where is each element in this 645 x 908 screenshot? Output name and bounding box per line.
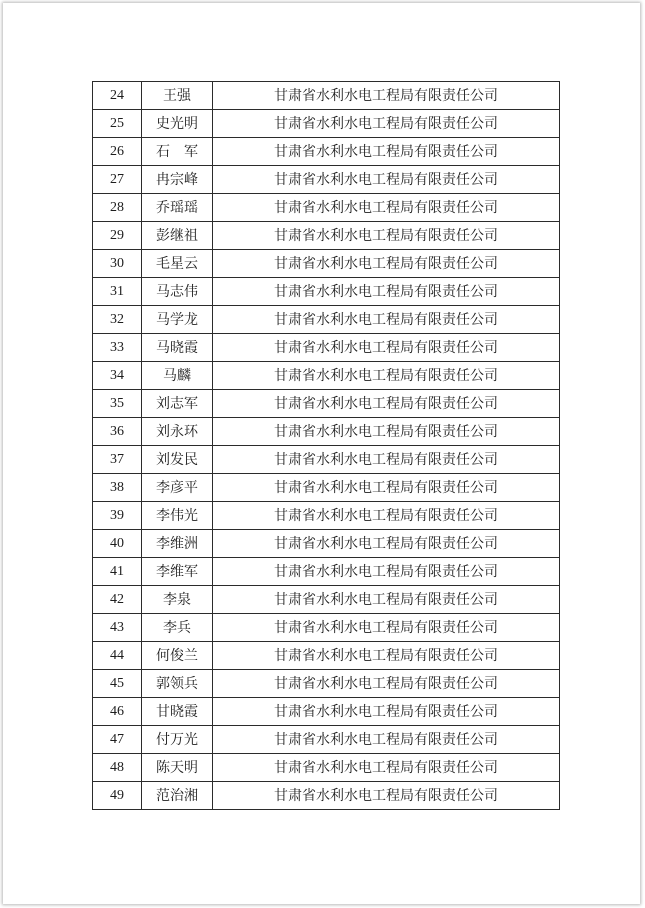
- row-number-cell: 27: [93, 166, 142, 194]
- row-number-cell: 40: [93, 530, 142, 558]
- person-name-cell: 史光明: [142, 110, 213, 138]
- row-number-cell: 36: [93, 418, 142, 446]
- person-name-cell: 王强: [142, 82, 213, 110]
- organization-cell: 甘肃省水利水电工程局有限责任公司: [213, 334, 560, 362]
- row-number-cell: 43: [93, 614, 142, 642]
- organization-cell: 甘肃省水利水电工程局有限责任公司: [213, 194, 560, 222]
- row-number-cell: 49: [93, 782, 142, 810]
- person-name-cell: 李伟光: [142, 502, 213, 530]
- organization-cell: 甘肃省水利水电工程局有限责任公司: [213, 782, 560, 810]
- organization-cell: 甘肃省水利水电工程局有限责任公司: [213, 166, 560, 194]
- person-name-cell: 甘晓霞: [142, 698, 213, 726]
- row-number-cell: 26: [93, 138, 142, 166]
- row-number-cell: 33: [93, 334, 142, 362]
- organization-cell: 甘肃省水利水电工程局有限责任公司: [213, 726, 560, 754]
- row-number-cell: 47: [93, 726, 142, 754]
- row-number-cell: 24: [93, 82, 142, 110]
- table-row: [93, 194, 560, 222]
- row-number-cell: 34: [93, 362, 142, 390]
- row-number-cell: 31: [93, 278, 142, 306]
- organization-cell: 甘肃省水利水电工程局有限责任公司: [213, 418, 560, 446]
- person-name-cell: 石 军: [142, 138, 213, 166]
- table-row: [93, 642, 560, 670]
- person-name-cell: 陈天明: [142, 754, 213, 782]
- row-number-cell: 48: [93, 754, 142, 782]
- row-number-cell: 42: [93, 586, 142, 614]
- person-name-cell: 马学龙: [142, 306, 213, 334]
- organization-cell: 甘肃省水利水电工程局有限责任公司: [213, 250, 560, 278]
- organization-cell: 甘肃省水利水电工程局有限责任公司: [213, 110, 560, 138]
- table-row: [93, 166, 560, 194]
- table-row: [93, 446, 560, 474]
- organization-cell: 甘肃省水利水电工程局有限责任公司: [213, 138, 560, 166]
- row-number-cell: 32: [93, 306, 142, 334]
- table-row: [93, 502, 560, 530]
- table-row: [93, 418, 560, 446]
- table-row: [93, 698, 560, 726]
- row-number-cell: 38: [93, 474, 142, 502]
- organization-cell: 甘肃省水利水电工程局有限责任公司: [213, 670, 560, 698]
- organization-cell: 甘肃省水利水电工程局有限责任公司: [213, 558, 560, 586]
- person-name-cell: 彭继祖: [142, 222, 213, 250]
- table-row: [93, 586, 560, 614]
- organization-cell: 甘肃省水利水电工程局有限责任公司: [213, 474, 560, 502]
- table-row: [93, 250, 560, 278]
- organization-cell: 甘肃省水利水电工程局有限责任公司: [213, 642, 560, 670]
- organization-cell: 甘肃省水利水电工程局有限责任公司: [213, 306, 560, 334]
- organization-cell: 甘肃省水利水电工程局有限责任公司: [213, 754, 560, 782]
- table-row: [93, 782, 560, 810]
- table-row: [93, 670, 560, 698]
- person-name-cell: 李泉: [142, 586, 213, 614]
- table-row: [93, 390, 560, 418]
- row-number-cell: 37: [93, 446, 142, 474]
- organization-cell: 甘肃省水利水电工程局有限责任公司: [213, 278, 560, 306]
- person-name-cell: 范治湘: [142, 782, 213, 810]
- table-row: [93, 474, 560, 502]
- row-number-cell: 25: [93, 110, 142, 138]
- row-number-cell: 35: [93, 390, 142, 418]
- row-number-cell: 45: [93, 670, 142, 698]
- person-name-cell: 李维军: [142, 558, 213, 586]
- organization-cell: 甘肃省水利水电工程局有限责任公司: [213, 446, 560, 474]
- person-name-cell: 郭领兵: [142, 670, 213, 698]
- row-number-cell: 29: [93, 222, 142, 250]
- organization-cell: 甘肃省水利水电工程局有限责任公司: [213, 530, 560, 558]
- table-row: [93, 754, 560, 782]
- person-name-cell: 冉宗峰: [142, 166, 213, 194]
- table-row: [93, 726, 560, 754]
- organization-cell: 甘肃省水利水电工程局有限责任公司: [213, 502, 560, 530]
- table-row: [93, 614, 560, 642]
- table-row: [93, 138, 560, 166]
- organization-cell: 甘肃省水利水电工程局有限责任公司: [213, 82, 560, 110]
- table-row: [93, 306, 560, 334]
- person-name-cell: 何俊兰: [142, 642, 213, 670]
- document-page: [3, 3, 640, 904]
- person-name-cell: 李彦平: [142, 474, 213, 502]
- organization-cell: 甘肃省水利水电工程局有限责任公司: [213, 586, 560, 614]
- person-name-cell: 李维洲: [142, 530, 213, 558]
- person-name-cell: 马志伟: [142, 278, 213, 306]
- person-name-cell: 马麟: [142, 362, 213, 390]
- person-name-cell: 李兵: [142, 614, 213, 642]
- person-name-cell: 刘永环: [142, 418, 213, 446]
- row-number-cell: 28: [93, 194, 142, 222]
- table-row: [93, 110, 560, 138]
- table-row: [93, 222, 560, 250]
- table-row: [93, 82, 560, 110]
- table-row: [93, 530, 560, 558]
- row-number-cell: 41: [93, 558, 142, 586]
- organization-cell: 甘肃省水利水电工程局有限责任公司: [213, 222, 560, 250]
- roster-table-body: [93, 82, 560, 810]
- person-name-cell: 刘志军: [142, 390, 213, 418]
- person-name-cell: 刘发民: [142, 446, 213, 474]
- person-name-cell: 付万光: [142, 726, 213, 754]
- person-name-cell: 毛星云: [142, 250, 213, 278]
- person-name-cell: 乔瑶瑶: [142, 194, 213, 222]
- organization-cell: 甘肃省水利水电工程局有限责任公司: [213, 390, 560, 418]
- table-row: [93, 278, 560, 306]
- row-number-cell: 39: [93, 502, 142, 530]
- row-number-cell: 30: [93, 250, 142, 278]
- organization-cell: 甘肃省水利水电工程局有限责任公司: [213, 362, 560, 390]
- roster-table: [92, 81, 560, 810]
- organization-cell: 甘肃省水利水电工程局有限责任公司: [213, 698, 560, 726]
- row-number-cell: 44: [93, 642, 142, 670]
- row-number-cell: 46: [93, 698, 142, 726]
- table-row: [93, 362, 560, 390]
- table-row: [93, 558, 560, 586]
- table-row: [93, 334, 560, 362]
- person-name-cell: 马晓霞: [142, 334, 213, 362]
- organization-cell: 甘肃省水利水电工程局有限责任公司: [213, 614, 560, 642]
